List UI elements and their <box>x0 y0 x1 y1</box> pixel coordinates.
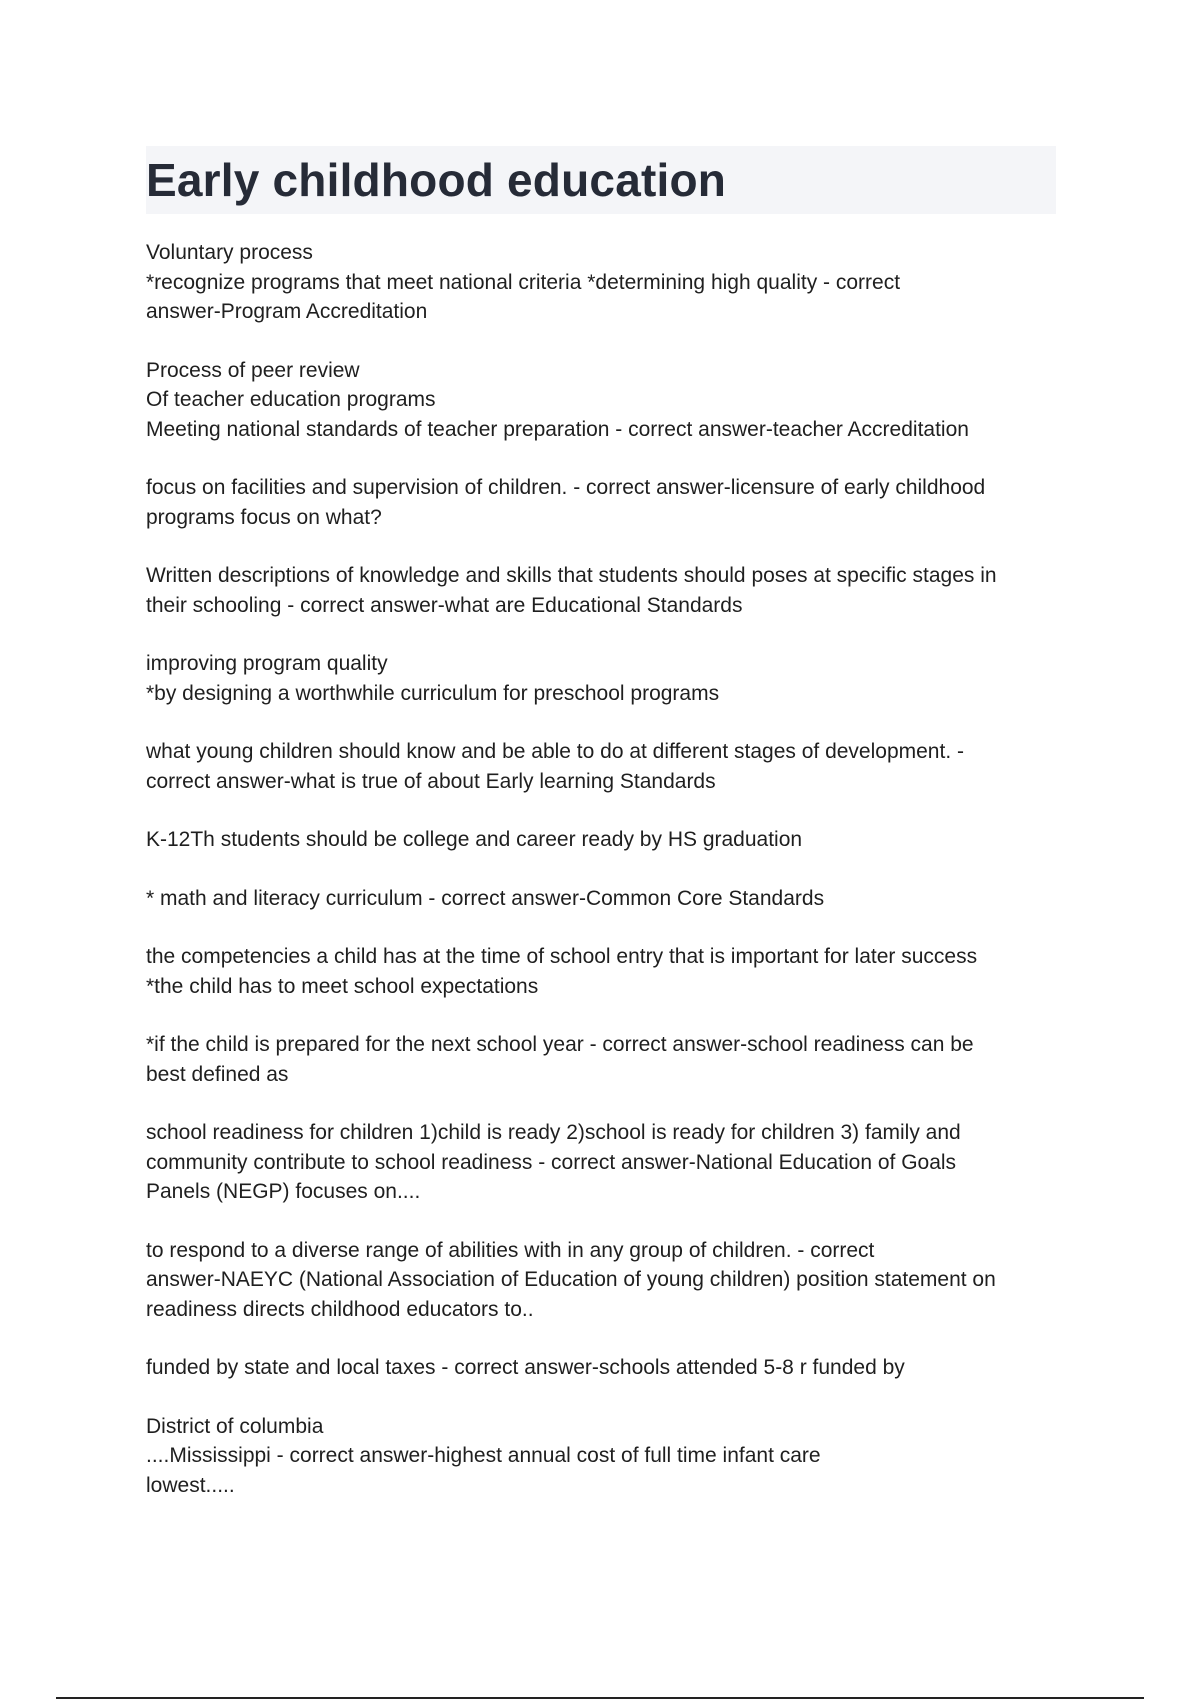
entry-1 <box>146 238 1066 327</box>
entry-3 <box>146 473 1066 532</box>
entry-line: best defined as <box>146 1062 289 1086</box>
entry-line: community contribute to school readiness - correct answer-National Education of Goals <box>146 1150 957 1174</box>
entry-line: improving program quality <box>146 652 388 675</box>
entry-4 <box>146 561 1066 620</box>
entry-line: the competencies a child has at the time of school entry that is important for later success <box>146 945 978 968</box>
document-content <box>146 238 1066 1529</box>
entry-12 <box>146 1236 1066 1325</box>
page-title: Early childhood education <box>146 154 727 206</box>
entry-11 <box>146 1118 1066 1207</box>
entry-line: Voluntary process <box>146 241 313 264</box>
entry-line: lowest..... <box>146 1473 235 1497</box>
entry-line: Panels (NEGP) focuses on.... <box>146 1180 421 1203</box>
entry-line: Of teacher education programs <box>146 388 436 411</box>
entry-line: focus on facilities and supervision of children. - correct answer-licensure of early childhood <box>146 476 986 499</box>
entry-line: *the child has to meet school expectations <box>146 974 539 998</box>
entry-6 <box>146 737 1066 796</box>
entry-line: answer-NAEYC (National Association of Education of young children) position statement on <box>146 1268 996 1291</box>
entry-line: to respond to a diverse range of abilities with in any group of children. - correct <box>146 1238 875 1262</box>
entry-line: Meeting national standards of teacher preparation - correct answer-teacher Accreditation <box>146 417 969 441</box>
entry-line: answer-Program Accreditation <box>146 300 428 323</box>
entry-line: programs focus on what? <box>146 505 382 529</box>
entry-line: Process of peer review <box>146 358 360 382</box>
entry-13 <box>146 1353 1066 1383</box>
entry-line: * math and literacy curriculum - correct answer-Common Core Standards <box>146 886 825 910</box>
entry-5 <box>146 649 1066 708</box>
entry-10 <box>146 1030 1066 1089</box>
entry-9 <box>146 942 1066 1001</box>
entry-8 <box>146 884 1066 914</box>
entry-line: *recognize programs that meet national criteria *determining high quality - correct <box>146 270 901 294</box>
entry-line: District of columbia <box>146 1414 324 1438</box>
entry-2 <box>146 356 1066 445</box>
entry-line: correct answer-what is true of about Early learning Standards <box>146 769 716 793</box>
entry-7 <box>146 825 1066 855</box>
entry-line: their schooling - correct answer-what are Educational Standards <box>146 593 743 617</box>
entry-line: what young children should know and be able to do at different stages of development. - <box>146 740 964 763</box>
entry-line: *by designing a worthwhile curriculum for preschool programs <box>146 681 720 705</box>
entry-line: *if the child is prepared for the next school year - correct answer-school readiness can be <box>146 1033 974 1056</box>
entry-14 <box>146 1412 1066 1501</box>
title-block <box>146 146 1056 214</box>
entry-line: readiness directs childhood educators to.. <box>146 1297 534 1321</box>
entry-line: Written descriptions of knowledge and skills that students should poses at specific stages in <box>146 564 997 587</box>
entry-line: K-12Th students should be college and career ready by HS graduation <box>146 828 803 851</box>
entry-line: school readiness for children 1)child is ready 2)school is ready for children 3) family and <box>146 1121 961 1144</box>
footer-divider <box>56 1697 1144 1699</box>
entry-line: funded by state and local taxes - correct answer-schools attended 5-8 r funded by <box>146 1356 905 1379</box>
entry-line: ....Mississippi - correct answer-highest annual cost of full time infant care <box>146 1444 821 1467</box>
